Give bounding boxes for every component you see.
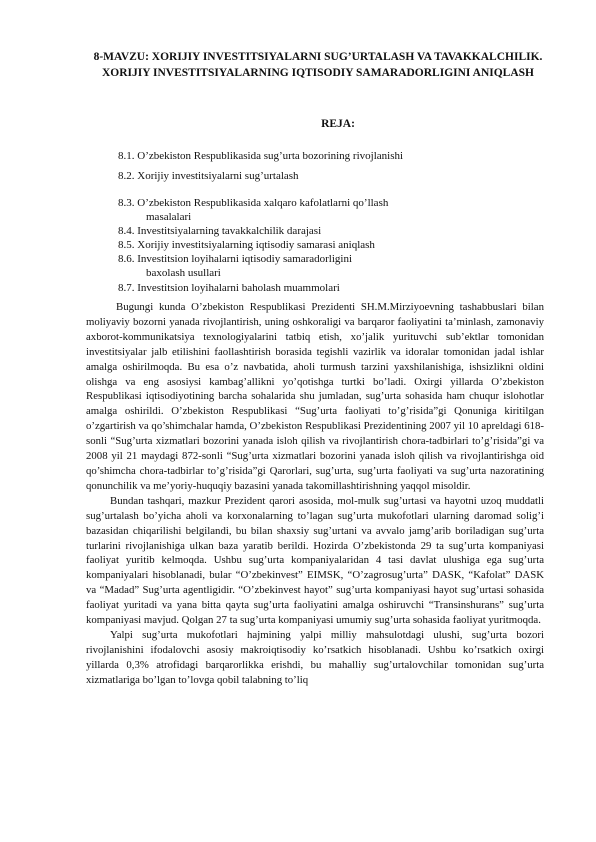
- paragraph: Bugungi kunda O’zbekiston Respublikasi Prezidenti SH.M.Mirziyoevning tashabbuslari bilan moliyaviy bozorni yanada rivojlantirish, uning oshkoraligi va barqaror faoliyatini ta’minlash, zamonaviy axborot-kommunikatsiya texnologiyalarini tatbiq etish, xo’jalik yurituvchi sub’ektlar tomonidan investitsiyalar jalb etilishini faollashtirish borasida tegishli vazirlik va idoralar tomonidan jadal ishlar amalga oshirilmoqda. Bu esa o’z navbatida, aholi turmush tarzini yaxshilanishiga, ishsizlikni oldini olishga va eng asosiysi kambag’allikni yo’qotishga turtki bo’ladi. Oxirgi yillarda O’zbekiston Respublikasi iqtisodiyotining barcha sohalarida shu jumladan, sug’urta sohasida ham chuqur islohotlar amalga oshirildi. O’zbekiston Respublikasi “Sug’urta faoliyati to’g’risida”gi Qonuniga kiritilgan o’zgartirish va qo’shimchalar hamda, O’zbekiston Respublikasi Prezidentining 2007 yil 10 apreldagi 618-sonli “Sug’urta xizmatlari bozorini yanada isloh qilish va rivojlantirish chora-tadbirlari to’g’risida”gi va 2008 yil 21 maydagi 872-sonli “Sug’urta xizmatlari bozorini yanada isloh qilish va rivojlantirishga oid qo’shimcha chora-tadbirlar to’g’risida”gi Qarorlari, sug’urta, sug’urta faoliyati va sug’urta nazoratining qonunchilik va me’yoriy-huquqiy bazasini yanada takomillashtirishning yaqqol misoldir.: [86, 301, 544, 492]
- plan-item-continuation: masalalari: [146, 211, 192, 223]
- page-title: 8-MAVZU: XORIJIY INVESTITSIYALARNI SUG’URTALASH VA TAVAKKALCHILIK. XORIJIY INVESTITSIYALARNING IQTISODIY SAMARADORLIGINI ANIQLASH: [93, 51, 543, 79]
- plan-heading: REJA:: [321, 118, 355, 130]
- body-text: [86, 300, 544, 688]
- paragraph: Yalpi sug’urta mukofotlari hajmining yalpi milliy mahsulotdagi ulushi, sug’urta bozori rivojlanishini ifodalovchi asosiy makroiqtisodiy ko’rsatkich hisoblanadi. Ushbu ko’rsatkich oxirgi yillarda 0,3% atrofidagi barqarorlikka erishdi, bu mahalliy sug’urtalovchilar tomonidan sug’urta xizmatlariga bo’lgan to’lovga qobil talabning to’liq: [86, 628, 544, 686]
- plan-item-line: 8.1. O’zbekiston Respublikasida sug’urta bozorining rivojlanishi: [118, 150, 404, 162]
- plan-item: [118, 252, 518, 280]
- plan-item-line: 8.3. O’zbekiston Respublikasida xalqaro kafolatlarni qo’llash: [118, 197, 389, 209]
- plan-item: [118, 169, 518, 183]
- plan-item-line: 8.2. Xorijiy investitsiyalarni sug’urtalash: [118, 170, 299, 182]
- plan-item-line: 8.5. Xorijiy investitsiyalarning iqtisodiy samarasi aniqlash: [118, 239, 375, 251]
- plan-item-line: 8.6. Investitsion loyihalarni iqtisodiy samaradorligini: [118, 253, 353, 265]
- plan-item: [118, 149, 518, 163]
- plan-item: [118, 238, 518, 252]
- plan-item: [118, 196, 518, 224]
- plan-item-line: 8.7. Investitsion loyihalarni baholash muammolari: [118, 282, 340, 294]
- paragraph: Bundan tashqari, mazkur Prezident qarori asosida, mol-mulk sug’urtasi va hayotni uzoq muddatli sug’urtalash bo’yicha aholi va korxonalarning to’lagan sug’urta mukofotlari ularning daromad solig’i bazasidan chiqarilishi belgilandi, bu bilan shaxsiy sug’urtani va avvalo jamg’arib boriladigan sug’urta turlarini rivojlanishiga ulkan baza yaratib berildi. Hozirda O’zbekistonda 29 ta sug’urta kompaniyasi faoliyat yuritib kelmoqda. Ushbu sug’urta kompaniyalaridan 4 tasi davlat ulushiga ega sug’urta kompaniyalari hisoblanadi, bular “O’zbekinvest” EIMSK, “O’zagrosug’urta” DASK, “Kafolat” DASK va “Madad” Sug’urta agentligidir. “O’zbekinvest hayot” sug’urta kompaniyasi hayot sug’urtasi sohasida faoliyat yuritadi va yana bitta qayta sug’urta faoliyatini amalga oshiruvchi “Transinshurans” sug’urta kompaniyasi mavjud. Qolgan 27 ta sug’urta kompaniyasi umumiy sug’urta sohasida faoliyat yuritmoqda.: [86, 494, 544, 627]
- plan-item-line: 8.4. Investitsiyalarning tavakkalchilik darajasi: [118, 225, 322, 237]
- plan-item: [118, 224, 518, 238]
- plan-item-continuation: baxolash usullari: [146, 267, 221, 279]
- plan-item: [118, 281, 518, 295]
